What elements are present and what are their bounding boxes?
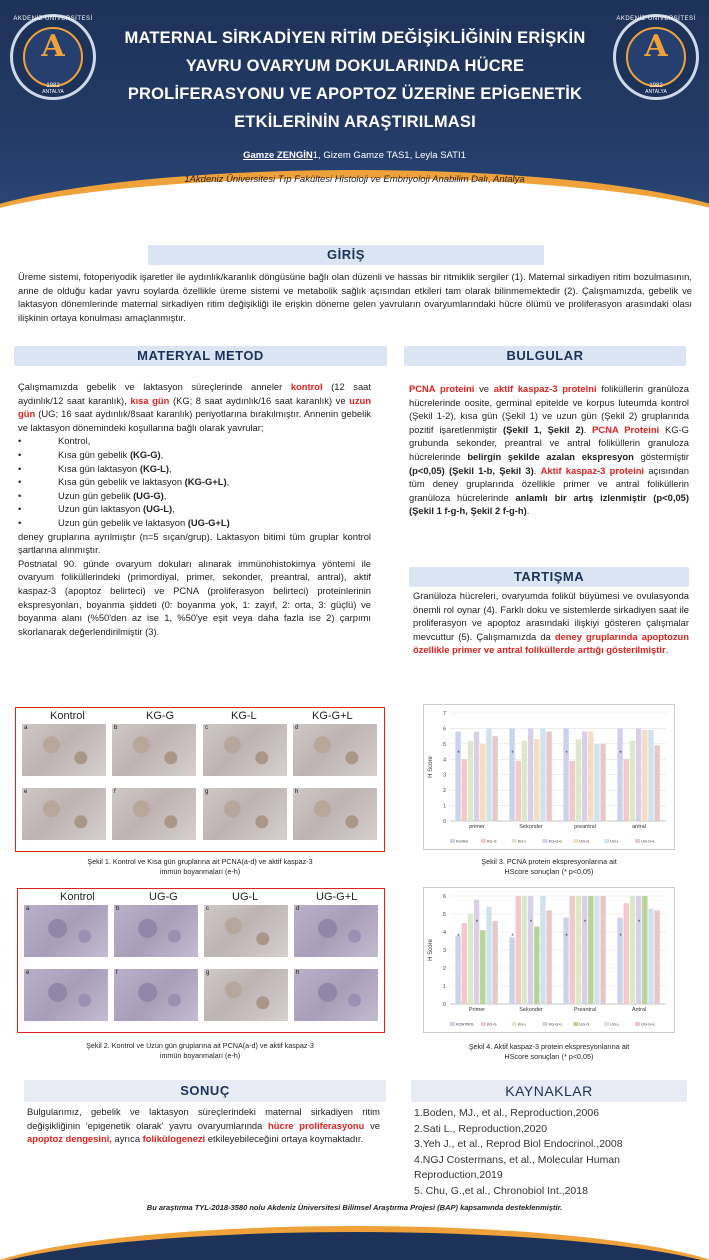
reference-item: 5. Chu, G.,et al., Chronobiol Int.,2018 (414, 1184, 588, 1197)
bar (594, 896, 599, 1004)
university-logo-left (10, 14, 96, 100)
bar (648, 730, 653, 821)
reference-list (414, 1106, 689, 1199)
figure4-caption: Şekil 4. Aktif kaspaz-3 protein ekspresyonlarına ait HScore sonuçları (* p<0,05) (468, 1042, 630, 1061)
bar (492, 921, 497, 1004)
y-tick-label: 7 (442, 711, 446, 717)
bar (648, 909, 653, 1004)
reference-item: 1.Boden, MJ., et al., Reproduction,2006 (414, 1107, 600, 1119)
figure1-col-header: KG-G+L (312, 710, 353, 722)
bar (528, 728, 533, 821)
bar (455, 936, 460, 1004)
bar (624, 759, 629, 821)
bar (468, 914, 473, 1004)
micrograph: b (114, 905, 198, 957)
legend-swatch (604, 839, 609, 843)
y-tick-label: 2 (442, 788, 446, 795)
bar (636, 728, 641, 821)
reference-item: 2.Sati L., Reproduction,2020 (414, 1122, 548, 1135)
list-item: • Uzun gün gebelik ve laktasyon (UG-G+L) (18, 516, 371, 530)
bar (546, 910, 551, 1004)
figure2-col-header: UG-G (149, 891, 178, 903)
reference-item: 3.Yeh J., et al., Reprod Biol Endocrinol.,2008 (414, 1138, 623, 1150)
significance-marker: * (475, 920, 479, 926)
list-item: • Kontrol, (18, 434, 371, 448)
tartisma-text: Granüloza hücreleri, ovaryumda folikül büyümesi ve ovulasyonda önemli rol oynar (4). Farklı doku ve sistemlerde sirkadiyen saat ile proliferasyon ve apoptoz arasındaki ilişkiyi gösteren çalışmalar mevcuttur (5). Çalışmamızda da deney gruplarında apoptozun özellikle primer ve antral foliküllerde arttığı gösterilmiştir. (413, 590, 689, 656)
figure1-col-header: KG-L (231, 710, 257, 722)
sonuc-text: Bulgularımız, gebelik ve laktasyon süreçlerindeki maternal sirkadiyen ritim değişikliğinin 'epigenetik olarak' yavru ovaryumlarında hücre proliferasyonu ve apoptoz dengesini, ayrıca folikülogenezi etkileyebileceğini ortaya koymaktadır. (27, 1106, 380, 1145)
bar (546, 732, 551, 821)
bar (468, 741, 473, 821)
figure1-col-header: Kontrol (50, 710, 85, 722)
logo-city: ANTALYA (42, 89, 64, 95)
figure2-panel (17, 888, 385, 1033)
bar (588, 896, 593, 1004)
bar (486, 728, 491, 821)
significance-marker: * (565, 934, 568, 940)
legend-swatch (543, 1022, 548, 1026)
micrograph: b (112, 724, 196, 776)
affiliation: 1Akdeniz Üniversitesi Tıp Fakültesi Histoloji ve Embriyoloji Anabilim Dalı, Antalya (184, 174, 525, 185)
bar (630, 741, 635, 821)
section-heading-bulgular: BULGULAR (404, 346, 686, 366)
bar (486, 907, 491, 1004)
y-tick-label: 0 (442, 819, 446, 825)
list-item: • Kısa gün gebelik ve laktasyon (KG-G+L), (18, 475, 371, 489)
author-list (0, 150, 709, 161)
significance-marker: * (619, 751, 622, 757)
bar (516, 896, 521, 1004)
bar (570, 761, 575, 821)
micrograph: h (294, 969, 378, 1021)
poster-header (0, 0, 709, 218)
legend-label: UG-L (610, 839, 620, 844)
bar (540, 728, 545, 821)
y-tick-label: 3 (442, 948, 446, 954)
micrograph: c (204, 905, 288, 957)
pcna-hscore-chart (424, 705, 674, 849)
bar (509, 937, 514, 1004)
micrograph: f (112, 788, 196, 840)
bar (480, 744, 485, 821)
bar (455, 732, 460, 821)
bar (492, 736, 497, 821)
x-tick-label: preantral (574, 824, 596, 830)
logo-city: ANTALYA (645, 89, 667, 95)
poster-title (98, 24, 612, 136)
bar (534, 739, 539, 821)
legend-swatch (450, 839, 455, 843)
bar (617, 728, 622, 821)
figure1-caption: Şekil 1. Kontrol ve Kısa gün gruplarına ait PCNA(a-d) ve aktif kaspaz-3 immün boyanmaları (e-h) (87, 857, 313, 876)
micrograph: g (204, 969, 288, 1021)
legend-label: KG-L (517, 839, 527, 844)
micrograph: d (293, 724, 377, 776)
legend-swatch (635, 839, 640, 843)
figure3-chart (423, 704, 675, 850)
main-author: Gamze ZENGİN (243, 150, 313, 161)
figure2-col-header: UG-G+L (316, 891, 358, 903)
legend-swatch (481, 839, 486, 843)
legend-label: UG-G+L (641, 839, 656, 844)
legend-label: KG-L (517, 1022, 527, 1027)
bulgular-text: PCNA proteini ve aktif kaspaz-3 proteini foliküllerin granüloza hücrelerinde oosite, germinal epitelde ve korpus luteumda kontrol (Şekil 1-2), kısa gün (Şekil 1) ve uzun gün (Şekil 2) gruplarında pozitif işaretlenmiştir (Şekil 1, Şekil 2). PCNA Proteini KG-G grubunda sekonder, preantral ve antral foliküllerin granuloza hücrelerinde belirgin şekilde azalan ekspresyon göstermiştir (p<0,05) (Şekil 1-b, Şekil 3). Aktif kaspaz-3 proteini açısından tüm deney gruplarında özellikle primer ve antral foliküllerin granüloza hücrelerinde anlamlı bir artış izlenmiştir (p<0,05) (Şekil 1 f-g-h, Şekil 2 f-g-h). (409, 383, 690, 517)
figure3-caption: Şekil 3. PCNA protein ekspresyonlarına ait HScore sonuçları (* p<0,05) (481, 857, 617, 876)
bar (642, 730, 647, 821)
list-item: • Uzun gün laktasyon (UG-L), (18, 502, 371, 516)
bar (600, 896, 605, 1004)
logo-letter: A (41, 29, 65, 64)
logo-letter: A (644, 29, 668, 64)
footer-wave-decoration (0, 1226, 709, 1260)
bar (624, 903, 629, 1004)
micrograph: d (294, 905, 378, 957)
legend-swatch (450, 1022, 455, 1026)
x-tick-label: antral (632, 824, 646, 830)
legend-swatch (481, 1022, 486, 1026)
title-line: YAVRU OVARYUM DOKULARINDA HÜCRE (185, 57, 525, 75)
legend-label: UG-L (610, 1022, 620, 1027)
figure1-panel (15, 707, 385, 852)
micrograph: h (293, 788, 377, 840)
list-item: • Uzun gün gebelik (UG-G), (18, 489, 371, 503)
y-tick-label: 5 (442, 741, 446, 748)
bar (540, 896, 545, 1004)
significance-marker: * (565, 751, 568, 757)
legend-swatch (543, 839, 548, 843)
bar (474, 900, 479, 1004)
legend-label: Kontrol (456, 839, 469, 844)
y-tick-label: 3 (442, 772, 446, 779)
x-tick-label: Antral (631, 1007, 647, 1013)
legend-label: UG-G (579, 1022, 590, 1027)
section-heading-giris: GİRİŞ (148, 245, 544, 265)
bar (522, 896, 527, 1004)
group-list (18, 434, 371, 529)
bar (522, 741, 527, 821)
y-tick-label: 6 (442, 894, 446, 900)
significance-marker: * (619, 934, 622, 940)
section-heading-materyal: MATERYAL METOD (14, 346, 387, 366)
bar (576, 896, 581, 1004)
bar (600, 744, 605, 821)
micrograph: c (203, 724, 287, 776)
legend-swatch (512, 1022, 517, 1026)
micrograph: a (22, 724, 106, 776)
title-line: PROLİFERASYONU VE APOPTOZ ÜZERİNE EPİGENETİK (127, 85, 583, 103)
legend-label: KG-G (486, 1022, 497, 1027)
bar (642, 896, 647, 1004)
title-line: ETKİLERİNİN ARAŞTIRILMASI (234, 113, 476, 131)
x-tick-label: Preantral (573, 1007, 597, 1013)
funding-note: Bu araştırma TYL-2018-3580 nolu Akdeniz Üniversitesi Bilimsel Araştırma Projesi (BAP) kapsamında desteklenmiştir. (146, 1203, 563, 1212)
bar (528, 896, 533, 1004)
figure2-caption: Şekil 2. Kontrol ve Uzun gün gruplarına ait PCNA(a-d) ve aktif kaspaz-3 immün boyanmaları (e-h) (86, 1041, 314, 1060)
y-tick-label: 1 (442, 803, 446, 810)
legend-label: KG-G+L (548, 839, 563, 844)
bar (617, 918, 622, 1004)
title-line: MATERNAL SİRKADİYEN RİTİM DEĞİŞİKLİĞİNİN ERİŞKİN (124, 29, 586, 47)
legend-swatch (604, 1022, 609, 1026)
significance-marker: * (529, 920, 533, 926)
bar (480, 930, 485, 1004)
bar (509, 728, 514, 821)
y-tick-label: 4 (442, 930, 446, 936)
legend-swatch (512, 839, 517, 843)
figure2-col-header: UG-L (232, 891, 259, 903)
bar (563, 918, 568, 1004)
y-tick-label: 5 (442, 912, 446, 918)
significance-marker: * (583, 920, 587, 926)
y-tick-label: 6 (442, 726, 446, 733)
x-tick-label: Sekonder (519, 1007, 543, 1013)
figure4-chart (423, 887, 675, 1033)
legend-label: UG-G+L (641, 1022, 656, 1027)
list-item: • Kısa gün laktasyon (KG-L), (18, 462, 371, 476)
significance-marker: * (511, 934, 514, 940)
section-heading-tartisma: TARTIŞMA (409, 567, 689, 587)
bar (534, 927, 539, 1004)
y-tick-label: 2 (442, 966, 446, 972)
significance-marker: * (457, 751, 460, 757)
micrograph: e (24, 969, 108, 1021)
bar (594, 744, 599, 821)
x-tick-label: Sekonder (519, 824, 543, 830)
micrograph: f (114, 969, 198, 1021)
other-authors: 1, Gizem Gamze TAS1, Leyla SATI1 (312, 150, 466, 161)
reference-item: 4.NGJ Costermans, et al., Molecular Human Reproduction,2019 (414, 1153, 620, 1181)
figure2-col-header: Kontrol (60, 891, 95, 903)
logo-ring-text: AKDENİZ ÜNİVERSİTESİ (616, 16, 696, 22)
legend-label: KG-G (486, 839, 497, 844)
bar (630, 896, 635, 1004)
bar (654, 910, 659, 1004)
y-tick-label: 4 (442, 757, 446, 764)
y-tick-label: 1 (442, 984, 446, 990)
x-tick-label: primer (469, 824, 485, 830)
materyal-p2: deney gruplarına ayrılmıştır (n=5 sıçan/grup). Laktasyon bitimi tüm gruplar kontrol şartlarına alınmıştır. (18, 530, 371, 556)
bar (462, 923, 467, 1004)
bar (516, 761, 521, 821)
bar (576, 739, 581, 821)
bar (570, 896, 575, 1004)
legend-label: KG-G+L (548, 1022, 563, 1027)
section-heading-kaynaklar: KAYNAKLAR (411, 1080, 687, 1102)
bar (588, 732, 593, 821)
legend-swatch (573, 1022, 578, 1026)
significance-marker: * (637, 920, 641, 926)
bar (582, 732, 587, 821)
y-tick-label: 0 (442, 1002, 446, 1008)
bar (563, 728, 568, 821)
significance-marker: * (511, 751, 514, 757)
materyal-p3: Postnatal 90. günde ovaryum dokuları alınarak immünohistokimya yöntemi ile ovaryum foliküllerindeki (primordiyal, primer, sekonder, preantral, antral), aktif kaspaz-3 (apoptoz belirteci) ve PCNA (proliferasyon belirteci) proteinlerinin ekspresyonları, boyanma şiddeti (0: boyanma yok, 1: zayıf, 2: orta, 3: güçlü) ve boyanma alanı (%50'den az ise 1, %50'ye eşit veya daha fazla ise 2) çarpımı skorlanarak değerlendirilmiştir (3). (18, 557, 371, 637)
x-tick-label: Primer (468, 1007, 486, 1013)
bar (654, 745, 659, 821)
logo-year: 1982 (46, 83, 60, 89)
micrograph: a (24, 905, 108, 957)
legend-swatch (573, 839, 578, 843)
bar (474, 732, 479, 821)
logo-year: 1982 (649, 83, 663, 89)
y-axis-label: H Score (428, 756, 434, 778)
section-heading-sonuc: SONUÇ (24, 1080, 386, 1102)
micrograph: e (22, 788, 106, 840)
legend-swatch (635, 1022, 640, 1026)
caspase3-hscore-chart (424, 888, 674, 1032)
bar (636, 896, 641, 1004)
materyal-text: Çalışmamızda gebelik ve laktasyon süreçlerinde anneler kontrol (12 saat aydınlık/12 saat karanlık), kısa gün (KG; 8 saat aydınlık/16 saat karanlık) ve uzun gün (UG; 16 saat aydınlık/8saat karanlık) periyotlarına bırakılmıştır. Annenin gebelik ve laktasyon dönemindeki koşullarına bağlı olarak yavrular; • Kontrol, • Kısa gün gebelik (KG-G), • Kısa gün laktasyon (KG-L), • Kısa gün gebelik ve laktasyon (KG-G+L), • Uzun gün gebelik (UG-G), • Uzun gün laktasyon (UG-L), • Uzun gün gebelik ve laktasyon (UG-G+L) deney gruplarına ayrılmıştır (n=5 sıçan/grup). Laktasyon bitimi tüm gruplar kontrol şartlarına alınmıştır. Postnatal 90. günde ovaryum dokuları alınarak immünohistokimya yöntemi ile ovaryum foliküllerindeki (primordiyal, primer, sekonder, preantral, antral), aktif kaspaz-3 (apoptoz belirteci) ve PCNA (proliferasyon belirteci) proteinlerinin ekspresyonları, boyanma şiddeti (0: boyanma yok, 1: zayıf, 2: orta, 3: güçlü) ve boyanma alanı (%50'den az ise 1, %50'ye eşit veya daha fazla ise 2) çarpımı skorlanarak değerlendirilmiştir (3). (18, 380, 371, 638)
legend-label: KONTROL (456, 1022, 475, 1027)
y-axis-label: H Score (428, 939, 434, 961)
micrograph: g (203, 788, 287, 840)
list-item: • Kısa gün gebelik (KG-G), (18, 448, 371, 462)
bar (582, 896, 587, 1004)
giris-text: Üreme sistemi, fotoperiyodik işaretler ile aydınlık/karanlık döngüsüne bağlı olan düzenli ve hassas bir ritmiklik sergiler (1). Maternal sirkadiyen ritim bozulmasının, anne de olduğu kadar yavru soylarda özellikle üreme sistemi ve metabolik sağlık açısından etkileri tam olarak bilinmemektedir (2). Çalışmamızda, gebelik ve laktasyon dönemlerinde maternal sirkadiyen ritim değişikliği ile erişkin döneme gelen yavruların ovaryumlarındaki hücre ölümü ve proliferasyon arasındaki olası ilişkinin ortaya konulması amaçlanmıştır. (18, 271, 692, 323)
bar (462, 759, 467, 821)
logo-ring-text: AKDENİZ ÜNİVERSİTESİ (13, 16, 93, 22)
figure1-col-header: KG-G (146, 710, 175, 722)
significance-marker: * (457, 934, 460, 940)
legend-label: UG-G (579, 839, 590, 844)
university-logo-right (613, 14, 699, 100)
